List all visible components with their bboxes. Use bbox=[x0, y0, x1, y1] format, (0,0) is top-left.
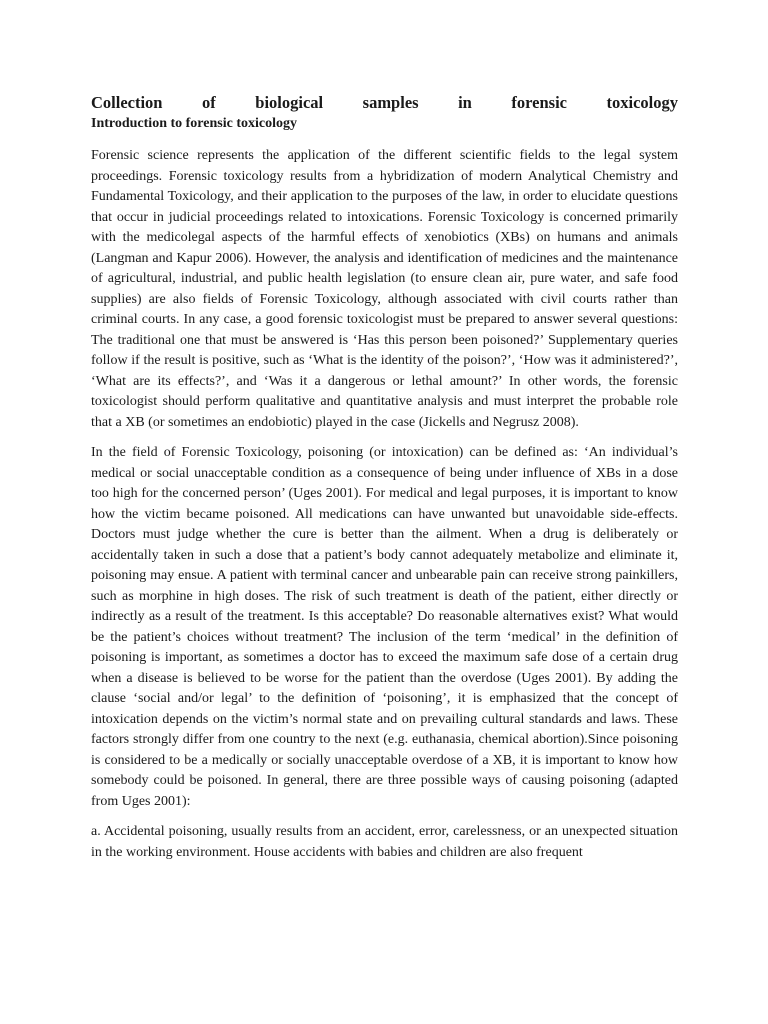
document-body bbox=[91, 92, 678, 873]
paragraph-poisoning-definition: In the field of Forensic Toxicology, poisoning (or intoxication) can be defined as: ‘An individual’s medical or social unacceptable condition as a consequence of being under influence of XBs in a dose too high for the concerned person’ (Uges 2001). For medical and legal purposes, it is important to know how the victim became poisoned. All medications can have unwanted but unavoidable side-effects. Doctors must judge whether the cure is better than the ailment. When a drug is deliberately or accidentally taken in such a dose that a patient’s body cannot adequately metabolize and eliminate it, poisoning may ensue. A patient with terminal cancer and unbearable pain can receive strong painkillers, such as morphine in high doses. The risk of such treatment is death of the patient, either directly or indirectly as a result of the treatment. Is this acceptable? Do reasonable alternatives exist? What would be the patient’s choices without treatment? The inclusion of the term ‘medical’ in the definition of poisoning is important, as sometimes a doctor has to exceed the maximum safe dose of a certain drug when a disease is believed to be worse for the patient than the overdose (Uges 2001). By adding the clause ‘social and/or legal’ to the definition of ‘poisoning’, it is emphasized that the concept of intoxication depends on the victim’s normal state and on prevailing cultural standards and laws. These factors strongly differ from one country to the next (e.g. euthanasia, chemical abortion).Since poisoning is considered to be a medically or socially unacceptable overdose of a XB, it is important to know how somebody could be poisoned. In general, there are three possible ways of causing poisoning (adapted from Uges 2001): bbox=[91, 445, 678, 809]
document-title: Collection of biological samples in forensic toxicology bbox=[91, 93, 678, 112]
section-heading: Introduction to forensic toxicology bbox=[91, 116, 297, 131]
paragraph-intro: Forensic science represents the application of the different scientific fields to the legal system proceedings. Forensic toxicology results from a hybridization of modern Analytical Chemistry and Fundamental Toxicology, and their application to the purposes of the law, in order to elucidate questions that occur in judicial proceedings related to intoxications. Forensic Toxicology is concerned primarily with the medicolegal aspects of the harmful effects of xenobiotics (XBs) on humans and animals (Langman and Kapur 2006). However, the analysis and identification of medicines and the maintenance of agricultural, industrial, and public health legislation (to ensure clean air, pure water, and safe food supplies) are also fields of Forensic Toxicology, although associated with civil courts rather than criminal courts. In any case, a good forensic toxicologist must be prepared to answer several questions: The traditional one that must be answered is ‘Has this person been poisoned?’ Supplementary queries follow if the result is positive, such as ‘What is the identity of the poison?’, ‘How was it administered?’, ‘What are its effects?’, and ‘Was it a dangerous or lethal amount?’ In other words, the forensic toxicologist should perform qualitative and quantitative analysis and must interpret the probable role that a XB (or sometimes an endobiotic) played in the case (Jickells and Negrusz 2008). bbox=[91, 148, 678, 430]
paragraph-accidental-poisoning: a. Accidental poisoning, usually results from an accident, error, carelessness, or an unexpected situation in the working environment. House accidents with babies and children are also frequent bbox=[91, 824, 678, 860]
